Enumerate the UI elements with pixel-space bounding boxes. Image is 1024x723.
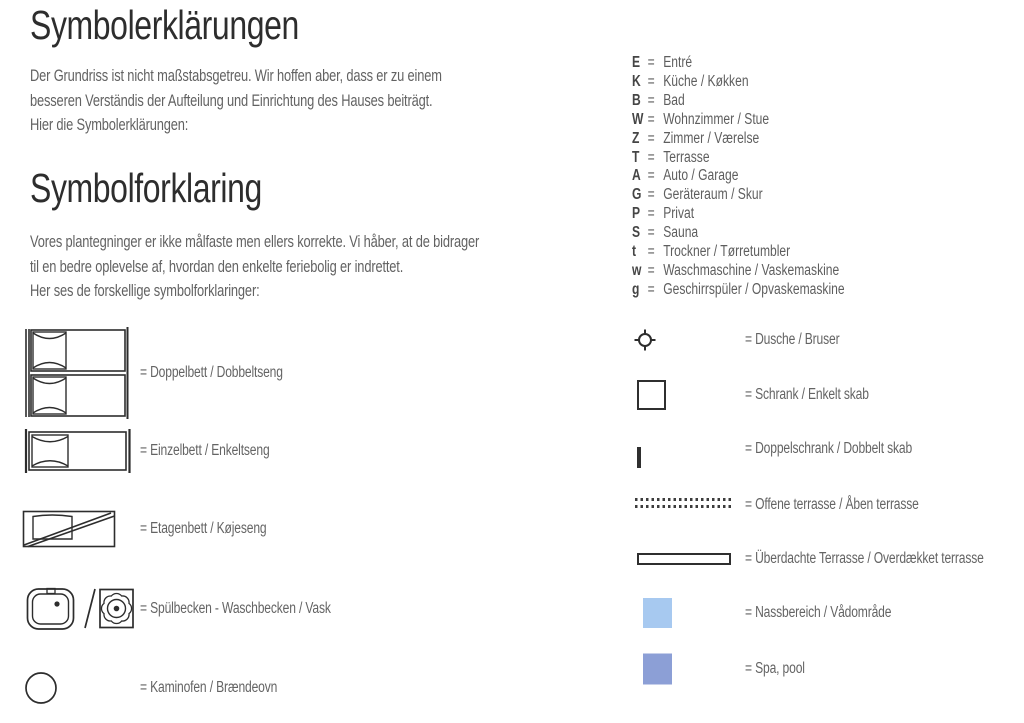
abbreviation-row (632, 167, 845, 186)
abbreviation-letter: E (632, 54, 641, 71)
double-cabinet-icon (637, 447, 641, 468)
equals-sign: = (647, 72, 655, 90)
abbreviation-letter: Z (632, 129, 640, 147)
open-terrace-icon (635, 498, 733, 512)
abbreviation-row (632, 262, 845, 281)
legend-row-open-terrace (0, 496, 1024, 513)
abbreviation-letter: P (632, 205, 641, 223)
danish-intro (30, 230, 606, 304)
legend-row-covered-terrace (0, 549, 1024, 567)
german-title (30, 3, 375, 47)
legend-label: = Dusche / Bruser (745, 331, 840, 348)
legend-label: = Doppelbett / Dobbeltseng (140, 364, 283, 381)
abbreviation-row (632, 205, 845, 224)
danish-intro-line: Vores plantegninger er ikke målfaste men ellers korrekte. Vi håber, at de bidrager (30, 233, 480, 251)
abbreviation-row (632, 73, 845, 92)
legend-row-bunk-bed (0, 510, 1024, 548)
abbreviation-label: Geräteraum / Skur (663, 186, 763, 204)
legend-label: = Spülbecken - Waschbecken / Vask (140, 600, 331, 617)
abbreviation-label: Auto / Garage (663, 167, 739, 185)
german-title-text: Symbolerklärungen (30, 2, 299, 48)
equals-sign: = (647, 280, 655, 298)
danish-title (30, 166, 327, 210)
legend-label: = Doppelschrank / Dobbelt skab (745, 440, 913, 457)
equals-sign: = (647, 91, 655, 109)
shower-icon (634, 329, 656, 351)
bunk-bed-icon (22, 510, 116, 548)
abbreviation-letter: S (632, 224, 641, 242)
equals-sign: = (647, 261, 655, 279)
abbreviation-label: Sauna (663, 224, 699, 242)
wet-area-swatch (643, 598, 672, 628)
legend-label: = Etagenbett / Køjeseng (140, 520, 267, 537)
equals-sign: = (647, 148, 655, 166)
legend-label: = Kaminofen / Brændeovn (140, 679, 278, 696)
legend-label: = Spa, pool (745, 659, 805, 677)
danish-title-text: Symbolforklaring (30, 165, 262, 211)
abbreviation-label: Wohnzimmer / Stue (663, 110, 770, 128)
abbreviation-row (632, 281, 845, 300)
german-intro (30, 64, 558, 138)
abbreviation-letter: A (632, 167, 641, 185)
equals-sign: = (647, 167, 655, 185)
abbreviation-label: Entré (663, 54, 693, 71)
single-cabinet-icon (637, 380, 666, 410)
equals-sign: = (647, 205, 655, 223)
dotted-line (635, 505, 733, 508)
abbreviation-letter: K (632, 72, 641, 90)
abbreviation-row (632, 130, 845, 149)
danish-intro-line: Her ses de forskellige symbolforklaringer: (30, 282, 260, 301)
abbreviation-label: Bad (663, 91, 685, 109)
legend-row-single-cabinet (0, 379, 1024, 410)
equals-sign: = (647, 224, 655, 242)
german-intro-line: Hier die Symbolerklärungen: (30, 116, 189, 135)
abbreviation-label: Privat (663, 205, 695, 223)
equals-sign: = (647, 110, 655, 128)
abbreviation-row (632, 243, 845, 262)
abbreviation-label: Küche / Køkken (663, 72, 749, 90)
legend-label: = Offene terrasse / Åben terrasse (745, 495, 919, 513)
abbreviation-label: Waschmaschine / Vaskemaskine (663, 261, 840, 279)
equals-sign: = (647, 186, 655, 204)
abbreviation-list (632, 54, 845, 300)
legend-row-double-cabinet (0, 432, 1024, 466)
abbreviation-label: Trockner / Tørretumbler (663, 243, 791, 261)
abbreviation-letter: g (632, 280, 640, 298)
abbreviation-label: Zimmer / Værelse (663, 129, 760, 147)
abbreviation-row (632, 224, 845, 243)
german-intro-line: besseren Verständis der Aufteilung und Einrichtung des Hauses beiträgt. (30, 91, 433, 110)
legend-row-wet-area (0, 598, 1024, 628)
abbreviation-letter: W (632, 110, 644, 128)
abbreviation-row (632, 54, 845, 73)
abbreviation-letter: B (632, 91, 641, 109)
cabinet-divider (638, 449, 640, 466)
abbreviation-row (632, 92, 845, 111)
equals-sign: = (647, 243, 655, 261)
legend-row-shower (0, 329, 1024, 351)
equals-sign: = (647, 54, 655, 71)
abbreviation-letter: t (632, 243, 637, 261)
abbreviation-letter: T (632, 148, 640, 166)
legend-row-spa-pool (0, 653, 1024, 684)
abbreviation-letter: w (632, 261, 642, 279)
abbreviation-row (632, 186, 845, 205)
equals-sign: = (647, 129, 655, 147)
legend-label: = Überdachte Terrasse / Overdækket terrasse (745, 549, 984, 567)
danish-intro-line: til en bedre oplevelse af, hvordan den enkelte feriebolig er indrettet. (30, 257, 404, 276)
german-intro-line: Der Grundriss ist nicht maßstabsgetreu. Wir hoffen aber, dass er zu einem (30, 67, 442, 85)
spa-pool-swatch (643, 653, 672, 684)
abbreviation-label: Terrasse (663, 148, 710, 166)
legend-label: = Einzelbett / Enkeltseng (140, 442, 270, 459)
covered-terrace-icon (637, 553, 731, 565)
legend-label: = Nassbereich / Vådområde (745, 604, 892, 621)
abbreviation-row (632, 149, 845, 168)
abbreviation-row (632, 111, 845, 130)
abbreviation-label: Geschirrspüler / Opvaskemaskine (663, 280, 845, 298)
dotted-line (635, 498, 733, 501)
legend-label: = Schrank / Enkelt skab (745, 385, 869, 403)
abbreviation-letter: G (632, 186, 642, 204)
